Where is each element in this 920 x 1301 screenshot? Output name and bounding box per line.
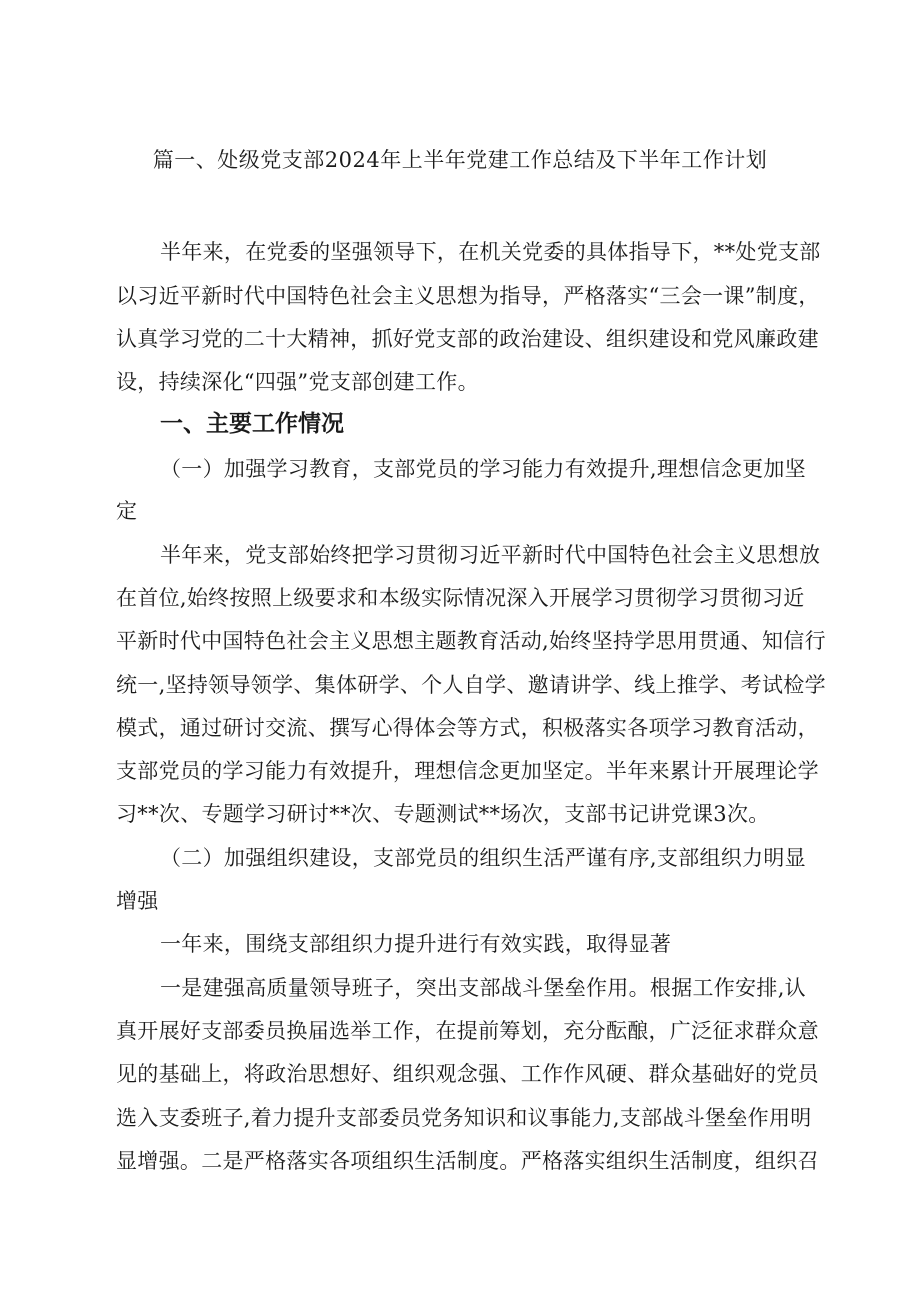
- body-line: 一年来，围绕支部组织力提升进行有效实践，取得显著: [160, 932, 672, 956]
- subsection-heading: （一）加强学习教育，支部党员的学习能力有效提升,理想信念更加坚: [160, 457, 806, 481]
- section-heading: 一、主要工作情况: [160, 411, 344, 437]
- subsection-heading: 增强: [116, 889, 159, 913]
- body-line: 见的基础上，将政治思想好、组织观念强、工作作风硬、群众基础好的党员: [116, 1062, 819, 1086]
- body-line: 习**次、专题学习研讨**次、专题测试**场次，支部书记讲党课3次。: [116, 802, 770, 826]
- body-line: 显增强。二是严格落实各项组织生活制度。严格落实组织生活制度，组织召: [116, 1149, 819, 1173]
- body-line: 模式，通过研讨交流、撰写心得体会等方式，积极落实各项学习教育活动，: [116, 716, 819, 740]
- intro-line: 认真学习党的二十大精神，抓好党支部的政治建设、组织建设和党风廉政建: [116, 327, 819, 351]
- body-line: 一是建强高质量领导班子，突出支部战斗堡垒作用。根据工作安排,认: [160, 976, 806, 1000]
- intro-line: 以习近平新时代中国特色社会主义思想为指导，严格落实“三会一课”制度，: [116, 284, 820, 308]
- body-line: 平新时代中国特色社会主义思想主题教育活动,始终坚持学思用贯通、知信行: [116, 629, 826, 653]
- intro-line: 设，持续深化“四强”党支部创建工作。: [116, 370, 479, 394]
- body-line: 选入支委班子,着力提升支部委员党务知识和议事能力,支部战斗堡垒作用明: [116, 1106, 812, 1130]
- body-line: 在首位,始终按照上级要求和本级实际情况深入开展学习贯彻学习贯彻习近: [116, 586, 805, 610]
- subsection-heading: 定: [116, 499, 138, 523]
- subsection-heading: （二）加强组织建设，支部党员的组织生活严谨有序,支部组织力明显: [160, 846, 806, 870]
- body-line: 统一,坚持领导领学、集体研学、个人自学、邀请讲学、线上推学、考试检学: [116, 673, 826, 697]
- document-title: 篇一、处级党支部2024年上半年党建工作总结及下半年工作计划: [152, 148, 768, 172]
- body-line: 真开展好支部委员换届选举工作，在提前筹划，充分酝酿，广泛征求群众意: [116, 1019, 819, 1043]
- body-line: 半年来，党支部始终把学习贯彻习近平新时代中国特色社会主义思想放: [160, 543, 821, 567]
- intro-line: 半年来，在党委的坚强领导下，在机关党委的具体指导下，**处党支部: [160, 240, 821, 264]
- body-line: 支部党员的学习能力有效提升，理想信念更加坚定。半年来累计开展理论学: [116, 759, 819, 783]
